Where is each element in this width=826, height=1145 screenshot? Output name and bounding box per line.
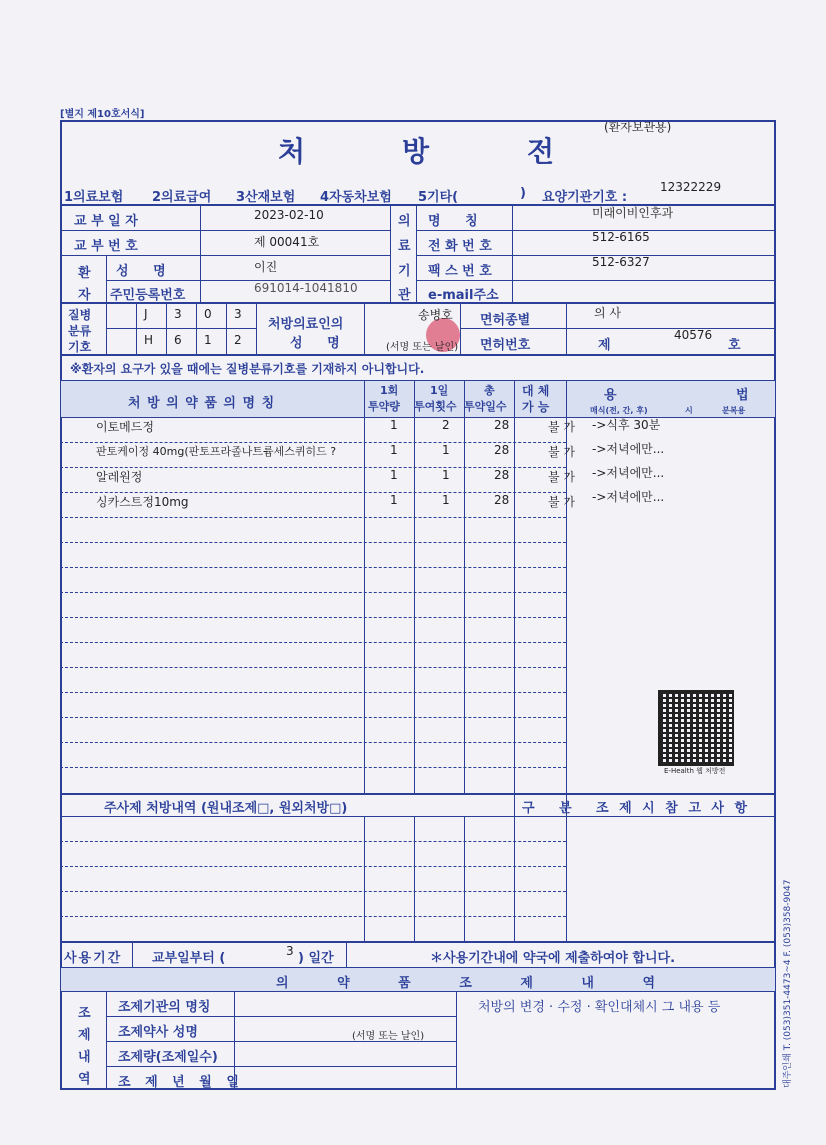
side-print: 대주인쇄 T. (053)351-4473~4 F. (053)358-9047 (783, 879, 793, 1088)
disease-label-2: 분류 (68, 324, 92, 338)
drug-row-2-dose: 1 (390, 443, 398, 457)
change-label: 처방의 변경 · 수정 · 확인대체시 그 내용 등 (478, 1000, 721, 1015)
drug-row-4-freq: 1 (442, 493, 450, 507)
period-text-b: ) 일간 (298, 951, 334, 966)
drug-row-3-days: 28 (494, 468, 510, 482)
drug-row-2-days: 28 (494, 443, 510, 457)
doctor-sign-note: (서명 또는 날인) (386, 342, 459, 353)
dispense-side-4: 역 (78, 1072, 91, 1087)
disease-label-1: 질병 (68, 308, 92, 322)
qr-caption: E-Health 웹 처방전 (664, 767, 726, 775)
th-usage-sub-3: 분복용 (722, 406, 746, 415)
copy-type: (환자보관용) (604, 120, 672, 134)
patient-id-label: 주민등록번호 (110, 288, 186, 303)
drug-row-1-name: 이토메드정 (96, 420, 154, 434)
doctor-name: 송병호 (418, 308, 453, 322)
th-usage-2: 법 (736, 388, 749, 403)
title-char-3: 전 (527, 135, 555, 168)
ins-other: 5기타( (418, 190, 459, 205)
issue-date: 2023-02-10 (254, 208, 324, 222)
drug-row-1-subst: 불 가 (548, 420, 575, 434)
license-no-prefix: 제 (598, 338, 611, 353)
drug-row-1-usage: ->식후 30분 (592, 418, 661, 432)
th-freq-2: 투여횟수 (414, 400, 457, 413)
disease-code-1-2: 3 (174, 307, 182, 321)
license-no-label: 면허번호 (480, 338, 531, 353)
clinic-fax: 512-6327 (592, 255, 650, 269)
disease-code-1-3: 0 (204, 307, 212, 321)
th-days-2: 투약일수 (464, 400, 507, 413)
th-usage-1: 용 (604, 388, 617, 403)
th-usage-sub-2: 시 (685, 406, 693, 415)
disease-label-3: 기호 (68, 340, 92, 354)
patient-id: 691014-1041810 (254, 281, 358, 295)
pharmacist-label: 조제약사 성명 (118, 1025, 198, 1040)
th-subst-2: 가 능 (522, 400, 550, 414)
patient-name: 이진 (254, 260, 278, 274)
title-char-1: 처 (278, 135, 306, 168)
ins-other-close: ) (520, 186, 526, 201)
th-drug: 처 방 의 약 품 의 명 칭 (128, 396, 276, 411)
form-number: [별지 제10호서식] (60, 109, 145, 120)
drug-row-3-dose: 1 (390, 468, 398, 482)
license-no: 40576 (674, 328, 713, 342)
clinic-side-2: 료 (398, 239, 411, 254)
period-notice: ＊사용기간내에 약국에 제출하여야 합니다. (430, 951, 676, 966)
drug-row-2-subst: 불 가 (548, 445, 575, 459)
drug-row-2-usage: ->저녁에만... (592, 442, 665, 456)
patient-side-2: 자 (78, 288, 91, 303)
dispense-date-label: 조 제 년 월 일 (118, 1075, 244, 1090)
clinic-side-1: 의 (398, 214, 411, 229)
clinic-name: 미래이비인후과 (592, 206, 674, 220)
drug-row-3-subst: 불 가 (548, 470, 575, 484)
drug-row-1-dose: 1 (390, 418, 398, 432)
drug-row-4-days: 28 (494, 493, 510, 507)
th-days-1: 총 (484, 384, 495, 397)
dispense-side-3: 내 (78, 1050, 91, 1065)
th-dose-1: 1회 (380, 384, 399, 397)
ins-car: 4자동차보험 (320, 190, 392, 205)
clinic-fax-label: 팩 스 번 호 (428, 264, 492, 279)
drug-row-3-name: 알레원정 (96, 470, 143, 484)
issue-number: 제 00041호 (254, 235, 320, 249)
th-usage-sub-1: 매식(전, 간, 후) (590, 406, 648, 415)
doctor-label-2: 성 명 (290, 336, 350, 351)
issue-number-label: 교 부 번 호 (74, 239, 138, 254)
drug-row-2-name: 판토케이정 40mg(판토프라졸나트륨세스퀴히드 ? (96, 445, 337, 458)
drug-row-3-freq: 1 (442, 468, 450, 482)
pharmacy-label: 조제기관의 명칭 (118, 1000, 211, 1015)
th-subst-1: 대 체 (522, 384, 550, 398)
disease-code-2-1: H (144, 333, 154, 347)
drug-row-1-days: 28 (494, 418, 510, 432)
pharmacist-sign-note: (서명 또는 날인) (352, 1031, 425, 1042)
title-char-2: 방 (402, 135, 430, 168)
clinic-side-3: 기 (398, 264, 411, 279)
th-dose-2: 투약량 (368, 400, 400, 413)
injection-div-label: 구 분 (522, 801, 582, 816)
disease-code-2-4: 2 (234, 333, 242, 347)
injection-notes-label: 조 제 시 참 고 사 항 (596, 801, 751, 816)
license-type-label: 면허종별 (480, 313, 531, 328)
qr-code (660, 692, 732, 764)
clinic-side-4: 관 (398, 288, 411, 303)
drug-row-3-usage: ->저녁에만... (592, 466, 665, 480)
drug-row-4-usage: ->저녁에만... (592, 490, 665, 504)
drug-row-4-subst: 불 가 (548, 495, 575, 509)
disease-code-1-1: J (144, 307, 148, 321)
drug-row-2-freq: 1 (442, 443, 450, 457)
doctor-label-1: 처방의료인의 (268, 317, 344, 332)
period-days: 3 (286, 944, 294, 958)
institution-code-label: 요양기관기호 : (542, 190, 628, 205)
th-freq-1: 1일 (430, 384, 449, 397)
ins-medical: 1의료보험 (64, 190, 124, 205)
notice: ※환자의 요구가 있을 때에는 질병분류기호를 기재하지 아니합니다. (70, 362, 425, 376)
drug-row-1-freq: 2 (442, 418, 450, 432)
license-no-suffix: 호 (728, 338, 741, 353)
issue-date-label: 교 부 일 자 (74, 214, 138, 229)
period-label: 사용기간 (64, 951, 123, 966)
clinic-email-label: e-mail주소 (428, 288, 499, 303)
clinic-phone: 512-6165 (592, 230, 650, 244)
drug-row-4-name: 싱카스트정10mg (96, 495, 189, 509)
disease-code-2-3: 1 (204, 333, 212, 347)
clinic-name-label: 명 칭 (428, 214, 488, 229)
dispense-side-1: 조 (78, 1006, 91, 1021)
injection-label: 주사제 처방내역 (원내조제□, 원외처방□) (104, 801, 348, 816)
ins-aid: 2의료급여 (152, 190, 212, 205)
disease-code-2-2: 6 (174, 333, 182, 347)
period-text-a: 교부일부터 ( (152, 951, 226, 966)
license-type: 의 사 (594, 306, 621, 320)
amount-label: 조제량(조제일수) (118, 1050, 218, 1065)
clinic-phone-label: 전 화 번 호 (428, 239, 492, 254)
dispense-title: 의 약 품 조 제 내 역 (276, 976, 678, 991)
dispense-side-2: 제 (78, 1028, 91, 1043)
patient-name-label: 성 명 (116, 264, 176, 279)
drug-row-4-dose: 1 (390, 493, 398, 507)
institution-code: 12322229 (660, 180, 722, 194)
disease-code-1-4: 3 (234, 307, 242, 321)
ins-industrial: 3산재보험 (236, 190, 296, 205)
patient-side-1: 환 (78, 266, 91, 281)
